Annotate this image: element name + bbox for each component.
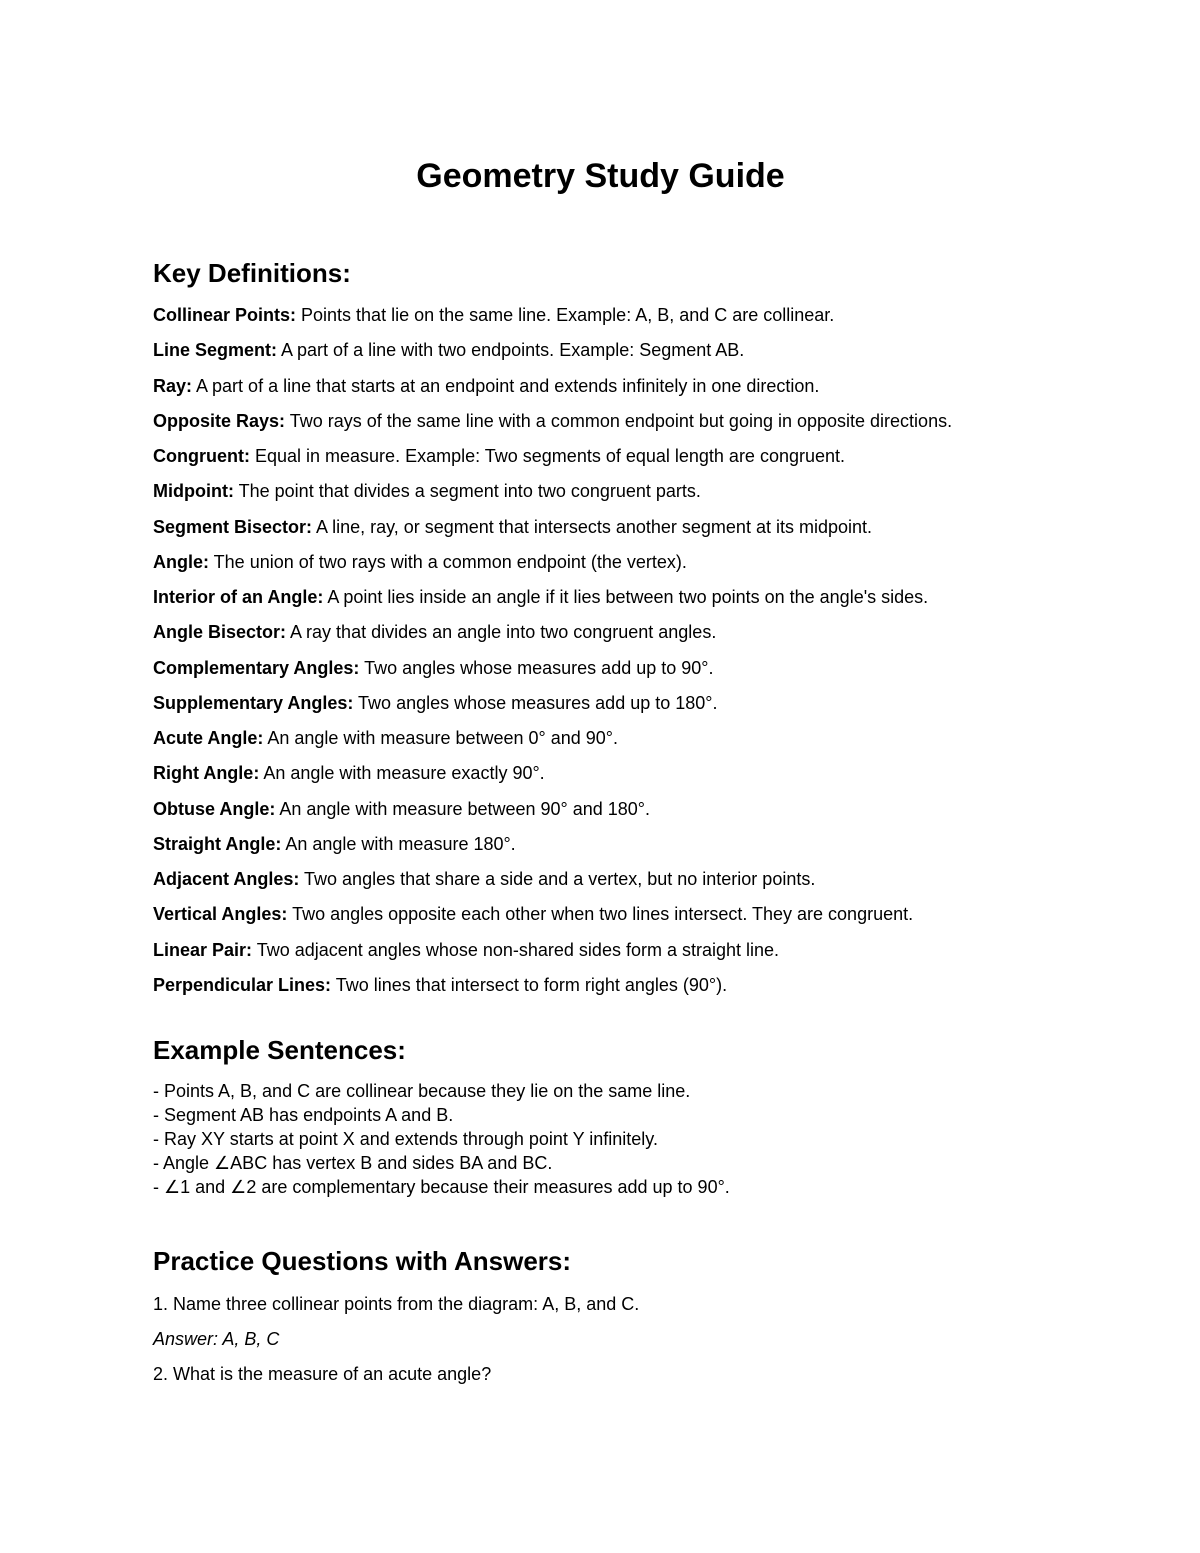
definition-term: Midpoint: <box>153 481 234 502</box>
definition-text: Two angles opposite each other when two lines intersect. They are congruent. <box>287 904 914 925</box>
practice-answer-1: Answer: A, B, C <box>153 1329 280 1349</box>
definition-text: Equal in measure. Example: Two segments of equal length are congruent. <box>249 446 846 466</box>
definition-term: Angle Bisector: <box>153 622 287 643</box>
definition-term: Acute Angle: <box>153 728 264 748</box>
definition-item <box>153 550 952 585</box>
definition-term: Segment Bisector: <box>153 516 313 537</box>
definition-item <box>153 409 952 444</box>
definition-text: A part of a line with two endpoints. Example: Segment AB. <box>277 340 745 361</box>
definition-text: A point lies inside an angle if it lies between two points on the angle's sides. <box>323 587 929 607</box>
definition-term: Vertical Angles: <box>153 904 288 925</box>
definition-term: Congruent: <box>153 446 250 466</box>
definition-item <box>153 761 952 796</box>
definition-term: Collinear Points: <box>153 305 297 325</box>
definition-text: An angle with measure between 0° and 90°. <box>263 728 618 748</box>
definition-term: Right Angle: <box>153 763 260 784</box>
definition-item <box>153 797 952 832</box>
definition-item <box>153 726 952 761</box>
key-definitions-heading: Key Definitions: <box>153 258 351 288</box>
definition-term: Opposite Rays: <box>153 410 286 431</box>
definition-term: Supplementary Angles: <box>153 692 354 713</box>
definition-text: The point that divides a segment into two congruent parts. <box>233 481 701 502</box>
definition-item <box>153 515 952 550</box>
definition-term: Angle: <box>153 551 209 572</box>
example-sentences-heading: Example Sentences: <box>153 1035 406 1065</box>
definition-text: Two adjacent angles whose non-shared sides form a straight line. <box>252 939 780 960</box>
definition-text: Two angles whose measures add up to 180°. <box>353 692 718 713</box>
definition-text: An angle with measure 180°. <box>281 833 516 854</box>
definition-item <box>153 479 952 514</box>
definition-item <box>153 902 952 937</box>
definition-term: Obtuse Angle: <box>153 798 276 819</box>
example-sentence: - Ray XY starts at point X and extends through point Y infinitely. <box>153 1129 658 1149</box>
definitions-list <box>153 303 952 1008</box>
definition-item <box>153 374 952 409</box>
definition-item <box>153 867 952 902</box>
definition-term: Line Segment: <box>153 340 278 361</box>
definition-text: A part of a line that starts at an endpoint and extends infinitely in one direction. <box>192 375 820 396</box>
definition-item <box>153 585 952 620</box>
definition-text: A line, ray, or segment that intersects another segment at its midpoint. <box>312 516 872 537</box>
definition-text: Two rays of the same line with a common endpoint but going in opposite directions. <box>285 410 953 431</box>
definition-text: A ray that divides an angle into two congruent angles. <box>286 622 717 643</box>
definition-term: Ray: <box>153 375 193 396</box>
practice-question-2: 2. What is the measure of an acute angle? <box>153 1364 492 1384</box>
definition-term: Adjacent Angles: <box>153 869 300 889</box>
definition-item <box>153 938 952 973</box>
example-sentence: - Segment AB has endpoints A and B. <box>153 1105 454 1125</box>
page-title: Geometry Study Guide <box>416 157 785 195</box>
definition-item <box>153 973 952 1008</box>
example-sentences-list <box>153 1079 730 1199</box>
definition-item <box>153 444 952 479</box>
example-sentence: - ∠1 and ∠2 are complementary because their measures add up to 90°. <box>153 1177 730 1197</box>
definition-text: An angle with measure between 90° and 180°. <box>275 798 650 819</box>
definition-text: Two lines that intersect to form right angles (90°). <box>331 974 728 995</box>
definition-text: Two angles that share a side and a vertex, but no interior points. <box>299 869 816 889</box>
definition-item <box>153 656 952 691</box>
definition-text: The union of two rays with a common endpoint (the vertex). <box>209 551 687 572</box>
definition-text: Two angles whose measures add up to 90°. <box>359 657 714 678</box>
example-sentence: - Angle ∠ABC has vertex B and sides BA and BC. <box>153 1153 553 1173</box>
definition-item <box>153 620 952 655</box>
definition-term: Complementary Angles: <box>153 657 360 678</box>
definition-item <box>153 832 952 867</box>
definition-term: Interior of an Angle: <box>153 587 324 607</box>
practice-question-1: 1. Name three collinear points from the diagram: A, B, and C. <box>153 1294 640 1314</box>
definition-text: Points that lie on the same line. Example: A, B, and C are collinear. <box>296 305 835 325</box>
definition-item <box>153 303 952 338</box>
definition-item <box>153 691 952 726</box>
definition-term: Straight Angle: <box>153 833 282 854</box>
definition-item <box>153 338 952 373</box>
definition-term: Linear Pair: <box>153 939 253 960</box>
definition-text: An angle with measure exactly 90°. <box>259 763 545 784</box>
definition-term: Perpendicular Lines: <box>153 974 332 995</box>
example-sentence: - Points A, B, and C are collinear because they lie on the same line. <box>153 1081 691 1101</box>
practice-questions-heading: Practice Questions with Answers: <box>153 1246 572 1276</box>
